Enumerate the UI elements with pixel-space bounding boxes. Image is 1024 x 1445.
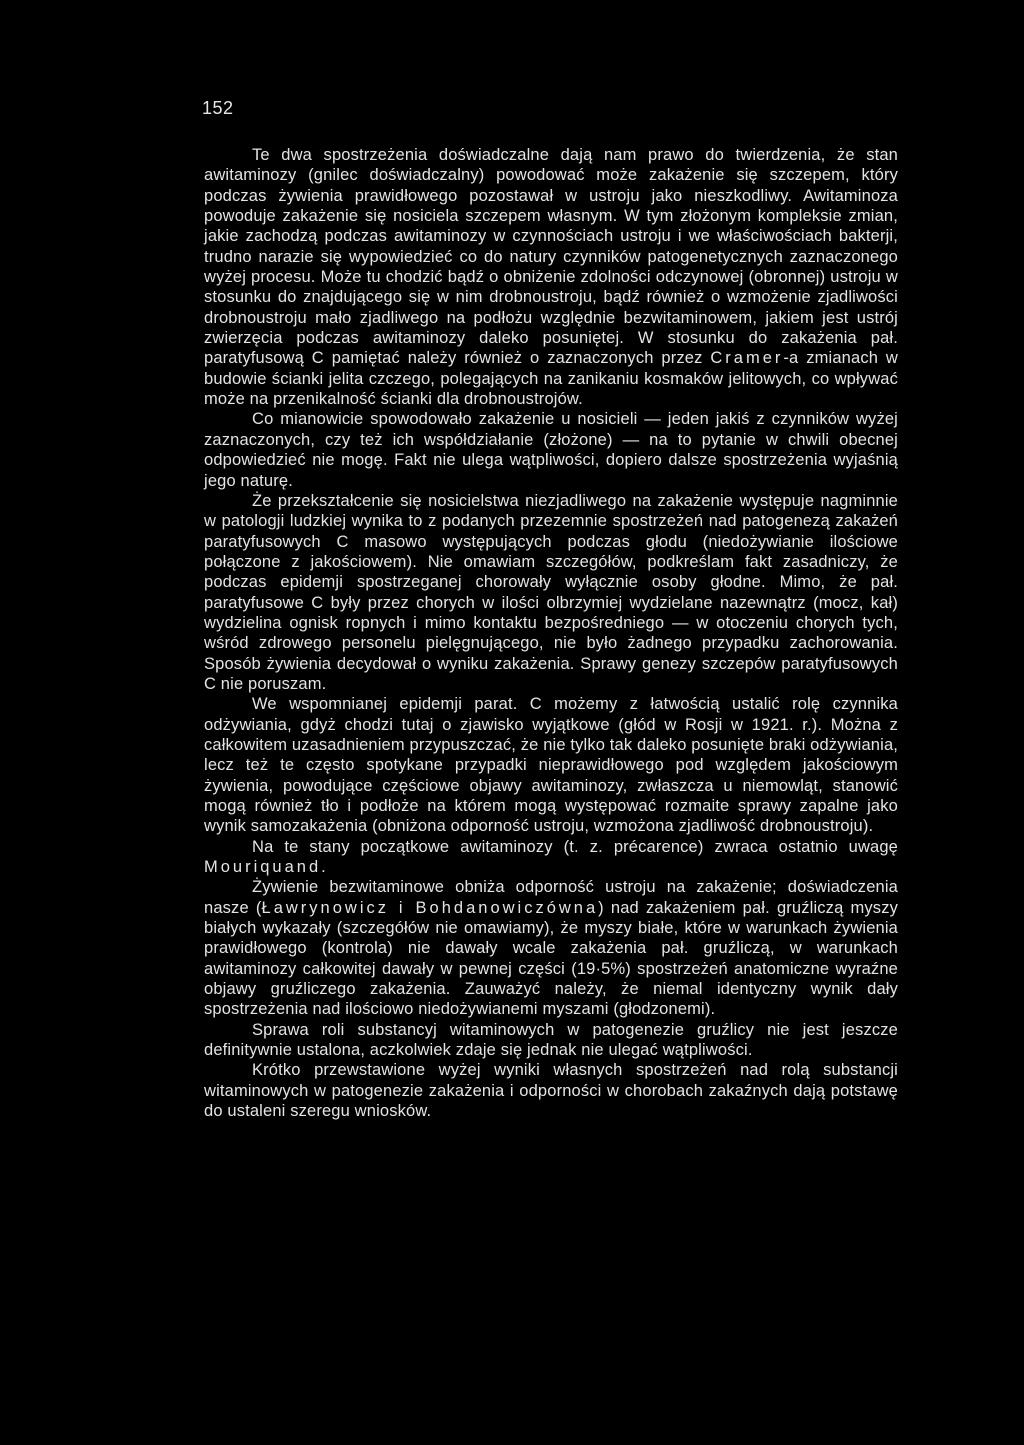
- paragraph-6-text-a: Żywienie bezwitaminowe obniża odporność ustroju na zakażenie; doświadczenia nasze (: [204, 878, 898, 917]
- author-name-mouriquand: Mouriquand: [204, 858, 322, 877]
- paragraph-4: We wspomnianej epidemji parat. C możemy z łatwością ustalić rolę czynnika odżywiania, gdyż chodzi tutaj o zjawisko wyjątkowe (głód w Rosji w 1921. r.). Można z całkowitem uzasadnieniem przypuszczać, że nie tylko tak daleko posunięte braki odżywiania, lecz też te często spotykane przypadki nieprawidłowego pod względem jakościowym żywienia, powodujące częściowe objawy awitaminozy, zwłaszcza u niemowląt, stanowić mogą również tło i podłoże na którem mogą występować rozmaite sprawy zapalne jako wynik samozakażenia (obniżona odporność ustroju, wzmożona zjadliwość drobnoustroju).: [204, 695, 899, 836]
- paragraph-6-text-b: ) nad zakażeniem pał. gruźliczą myszy białych wykazały (szczegółów nie omawiamy), że myszy białe, które w warunkach żywienia prawidłowego (kontrola) nie dawały wcale zakażenia pał. gruźliczą, w warunkach awitaminozy całkowitej dawały w pewnej części (19·5%) spostrzeżeń anatomiczne wyraźne objawy gruźliczego zakażenia. Zauważyć należy, że niemal identyczny wynik dały spostrzeżenia nad ilościowo niedożywianemi myszami (głodzonemi).: [204, 898, 898, 1019]
- body-text: [204, 145, 898, 1122]
- author-name-cramer: Cramer: [710, 349, 784, 368]
- paragraph-6: [204, 877, 898, 1019]
- paragraph-5-text-a: Na te stany początkowe awitaminozy (t. z. précarence) zwraca ostatnio uwagę: [252, 837, 898, 856]
- paragraph-5-text-b: .: [321, 858, 326, 877]
- paragraph-1-text-a: Te dwa spostrzeżenia doświadczalne dają nam prawo do twierdzenia, że stan awitaminozy (gnilec doświadczalny) powodować może zakażenie się szczepem, który podczas żywienia prawidłowego pozostawał w ustroju jako nieszkodliwy. Awitaminoza powoduje zakażenie się nosiciela szczepem własnym. W tym złożonym kompleksie zmian, jakie zachodzą podczas awitaminozy w czynnościach ustroju i we właściwościach bakterji, trudno narazie się wypowiedzieć co do natury czynników patogenetycznych zaznaczonego wyżej procesu. Może tu chodzić bądź o obniżenie zdolności odczynowej (obronnej) ustroju w stosunku do znajdującego się w nim drobnoustroju, bądź również o wzmożenie zjadliwości drobnoustroju mało zjadliwego na podłożu względnie bezwitaminowem, jakiem jest ustrój zwierzęcia podczas awitaminozy daleko posuniętej. W stosunku do zakażenia pał. paratyfusową C pamiętać należy również o zaznaczonych przez: [204, 146, 898, 368]
- paragraph-2: Co mianowicie spowodowało zakażenie u nosicieli — jeden jakiś z czynników wyżej zaznaczonych, czy też ich współdziałanie (złożone) — na to pytanie w chwili obecnej odpowiedzieć nie mogę. Fakt nie ulega wątpliwości, dopiero dalsze spostrzeżenia wyjaśnią jego naturę.: [204, 410, 898, 490]
- author-names-lawrynowicz-bohdanowiczowna: Ławrynowicz i Bohdanowiczówna: [261, 898, 599, 917]
- paragraph-3: Że przekształcenie się nosicielstwa niezjadliwego na zakażenie występuje nagminnie w patologji ludzkiej wynika to z podanych przezemnie spostrzeżeń nad patogenezą zakażeń paratyfusowych C masowo występujących podczas głodu (niedożywianie ilościowe połączone z jakościowem). Nie omawiam szczegółów, podkreślam fakt zasadniczy, że podczas epidemji spostrzeganej chorowały wyłącznie osoby głodne. Mimo, że pał. paratyfusowe C były przez chorych w ilości olbrzymiej wydzielane nazewnątrz (mocz, kał) wydzielina ognisk ropnych i mimo kontaktu bezpośredniego — w otoczeniu chorych tych, wśród zdrowego personelu pielęgnującego, nie było żadnego przypadku zachorowania. Sposób żywienia decydował o wyniku zakażenia. Sprawy genezy szczepów paratyfusowych C nie poruszam.: [204, 491, 898, 693]
- paragraph-1: [204, 145, 898, 409]
- paragraph-1-text-b: -a zmianach w budowie ścianki jelita czczego, polegających na zanikaniu kosmaków jelitowych, co wpływać może na przenikalność ścianki dla drobnoustrojów.: [204, 349, 898, 409]
- paragraph-5: [204, 837, 898, 878]
- paragraph-7: Sprawa roli substancyj witaminowych w patogenezie gruźlicy nie jest jeszcze definitywnie ustalona, aczkolwiek zdaje się jednak nie ulegać wątpliwości.: [204, 1020, 898, 1060]
- paragraph-8: Krótko przewstawione wyżej wyniki własnych spostrzeżeń nad rolą substancji witaminowych w patogenezie zakażenia i odporności w chorobach zakaźnych dają potstawę do ustaleni szeregu wniosków.: [204, 1061, 898, 1121]
- page-number: 152: [202, 98, 234, 118]
